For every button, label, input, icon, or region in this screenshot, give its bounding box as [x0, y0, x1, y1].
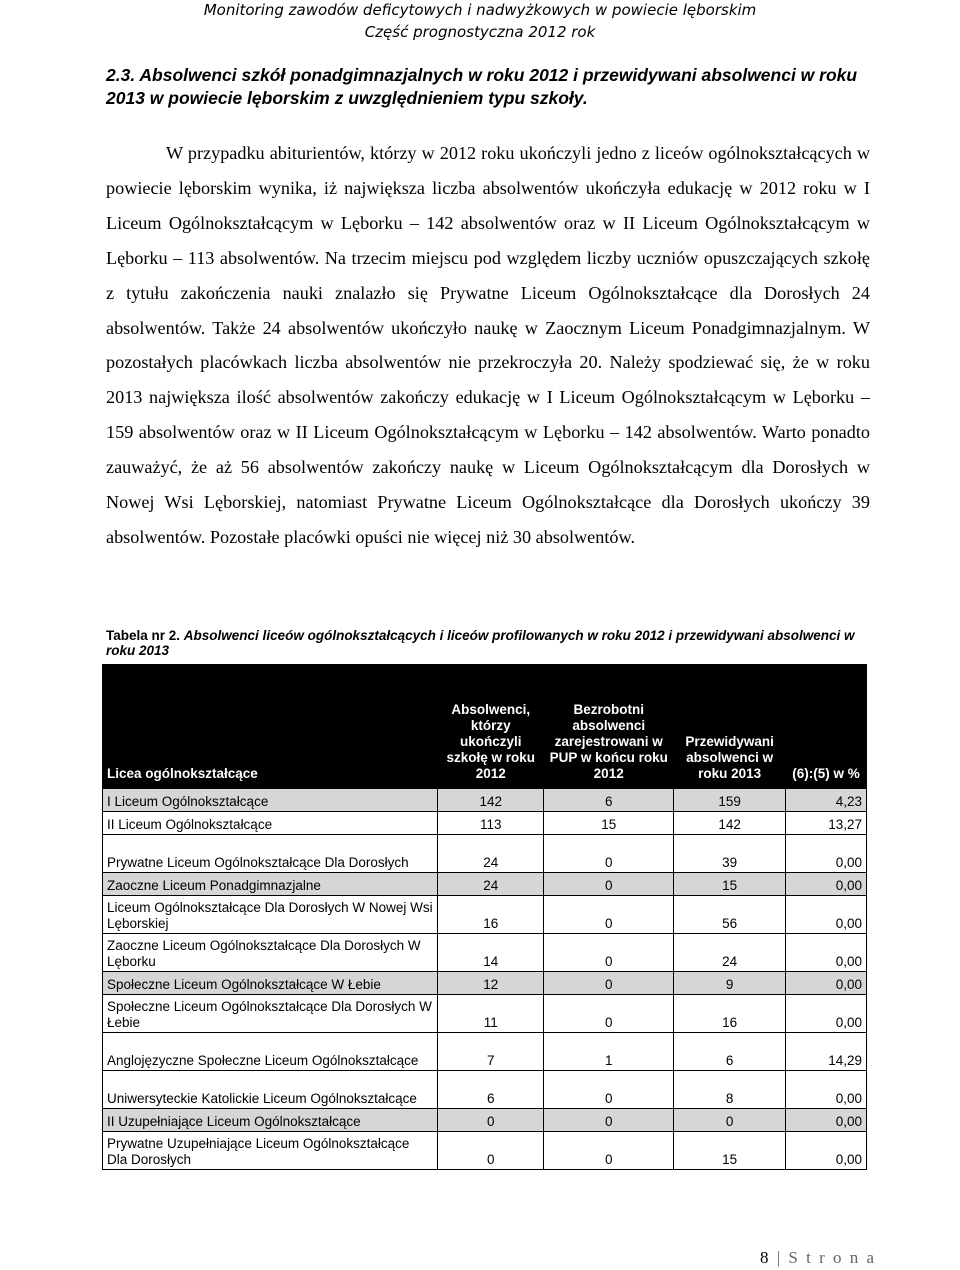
school-name-cell: II Liceum Ogólnokształcące [103, 812, 438, 835]
graduates-2012-cell: 11 [438, 995, 544, 1033]
ratio-cell: 0,00 [786, 896, 867, 934]
body-text [106, 136, 870, 555]
table-caption-label: Tabela nr 2. [106, 628, 181, 643]
table-row [103, 835, 867, 873]
expected-2013-cell: 142 [674, 812, 786, 835]
school-name-cell: Społeczne Liceum Ogólnokształcące W Łebie [103, 972, 438, 995]
graduates-2012-cell: 12 [438, 972, 544, 995]
page-number: 8 [760, 1248, 771, 1267]
school-name-cell: II Uzupełniające Liceum Ogólnokształcące [103, 1109, 438, 1132]
school-name-cell: Anglojęzyczne Społeczne Liceum Ogólnokształcące [103, 1033, 438, 1071]
unemployed-cell: 0 [544, 972, 674, 995]
graduates-table [102, 664, 867, 1170]
expected-2013-cell: 16 [674, 995, 786, 1033]
expected-2013-cell: 24 [674, 934, 786, 972]
ratio-cell: 0,00 [786, 1109, 867, 1132]
column-header-ratio: (6):(5) w % [786, 665, 867, 789]
table-row [103, 1109, 867, 1132]
ratio-cell: 0,00 [786, 972, 867, 995]
table-row [103, 995, 867, 1033]
graduates-2012-cell: 16 [438, 896, 544, 934]
table-row [103, 789, 867, 812]
table-row [103, 934, 867, 972]
section-title: 2.3. Absolwenci szkół ponadgimnazjalnych w roku 2012 i przewidywani absolwenci w roku 2013 w powiecie lęborskim z uwzględnieniem typu szkoły. [106, 65, 858, 108]
expected-2013-cell: 56 [674, 896, 786, 934]
school-name-cell: Zaoczne Liceum Ponadgimnazjalne [103, 873, 438, 896]
unemployed-cell: 0 [544, 934, 674, 972]
graduates-2012-cell: 24 [438, 873, 544, 896]
school-name-cell: Prywatne Uzupełniające Liceum Ogólnokształcące Dla Dorosłych [103, 1132, 438, 1170]
ratio-cell: 13,27 [786, 812, 867, 835]
school-name-cell: Prywatne Liceum Ogólnokształcące Dla Dorosłych [103, 835, 438, 873]
expected-2013-cell: 0 [674, 1109, 786, 1132]
unemployed-cell: 0 [544, 995, 674, 1033]
table-caption-text: Absolwenci liceów ogólnokształcących i liceów profilowanych w roku 2012 i przewidywani absolwenci w roku 2013 [106, 628, 855, 658]
paragraph: W przypadku abiturientów, którzy w 2012 roku ukończyli jedno z liceów ogólnokształcących w powiecie lęborskim wynika, iż największa liczba absolwentów ukończyła edukację w 2012 roku w I Liceum Ogólnokształcącym w Lęborku – 142 absolwentów oraz w II Liceum Ogólnokształcącym w Lęborku – 113 absolwentów. Na trzecim miejscu pod względem liczby uczniów opuszczających szkołę z tytułu zakończenia nauki znalazło się Prywatne Liceum Ogólnokształcące dla Dorosłych 24 absolwentów. Także 24 absolwentów ukończyło naukę w Zaocznym Liceum Ponadgimnazjalnym. W pozostałych placówkach liczba absolwentów nie przekroczyła 20. Należy spodziewać się, że w roku 2013 największa ilość absolwentów zakończy edukację w I Liceum Ogólnokształcącym w Lęborku – 159 absolwentów oraz w II Liceum Ogólnokształcącym w Lęborku – 142 absolwentów. Warto ponadto zauważyć, że aż 56 absolwentów zakończy naukę w Liceum Ogólnokształcącym dla Dorosłych w Nowej Wsi Lęborskiej, natomiast Prywatne Liceum Ogólnokształcące dla Dorosłych ukończy 39 absolwentów. Pozostałe placówki opuści nie więcej niż 30 absolwentów. [106, 143, 870, 547]
expected-2013-cell: 15 [674, 1132, 786, 1170]
table-row [103, 1033, 867, 1071]
table-caption [106, 628, 876, 658]
ratio-cell: 4,23 [786, 789, 867, 812]
column-header-unemployed: Bezrobotni absolwenci zarejestrowani w PUP w końcu roku 2012 [544, 665, 674, 789]
table-header-row [103, 665, 867, 789]
graduates-2012-cell: 24 [438, 835, 544, 873]
unemployed-cell: 0 [544, 873, 674, 896]
page-footer [760, 1248, 876, 1268]
table-row [103, 972, 867, 995]
graduates-2012-cell: 142 [438, 789, 544, 812]
graduates-2012-cell: 7 [438, 1033, 544, 1071]
ratio-cell: 0,00 [786, 1071, 867, 1109]
expected-2013-cell: 15 [674, 873, 786, 896]
school-name-cell: Społeczne Liceum Ogólnokształcące Dla Dorosłych W Łebie [103, 995, 438, 1033]
school-name-cell: Uniwersyteckie Katolickie Liceum Ogólnokształcące [103, 1071, 438, 1109]
column-header-expected-2013: Przewidywani absolwenci w roku 2013 [674, 665, 786, 789]
graduates-2012-cell: 14 [438, 934, 544, 972]
table-row [103, 896, 867, 934]
expected-2013-cell: 159 [674, 789, 786, 812]
unemployed-cell: 1 [544, 1033, 674, 1071]
school-name-cell: Zaoczne Liceum Ogólnokształcące Dla Dorosłych W Lęborku [103, 934, 438, 972]
expected-2013-cell: 8 [674, 1071, 786, 1109]
table-row [103, 1071, 867, 1109]
unemployed-cell: 0 [544, 1132, 674, 1170]
header-title: Monitoring zawodów deficytowych i nadwyżkowych w powiecie lęborskim [203, 1, 757, 19]
column-header-graduates-2012: Absolwenci, którzy ukończyli szkołę w roku 2012 [438, 665, 544, 789]
table-row [103, 812, 867, 835]
graduates-2012-cell: 0 [438, 1132, 544, 1170]
ratio-cell: 0,00 [786, 1132, 867, 1170]
unemployed-cell: 0 [544, 1071, 674, 1109]
school-name-cell: I Liceum Ogólnokształcące [103, 789, 438, 812]
unemployed-cell: 6 [544, 789, 674, 812]
graduates-2012-cell: 113 [438, 812, 544, 835]
column-header-school: Licea ogólnokształcące [103, 665, 438, 789]
ratio-cell: 0,00 [786, 934, 867, 972]
graduates-2012-cell: 6 [438, 1071, 544, 1109]
school-name-cell: Liceum Ogólnokształcące Dla Dorosłych W Nowej Wsi Lęborskiej [103, 896, 438, 934]
expected-2013-cell: 6 [674, 1033, 786, 1071]
expected-2013-cell: 9 [674, 972, 786, 995]
page-label: | S t r o n a [776, 1248, 877, 1267]
unemployed-cell: 0 [544, 835, 674, 873]
table-row [103, 873, 867, 896]
unemployed-cell: 0 [544, 1109, 674, 1132]
graduates-2012-cell: 0 [438, 1109, 544, 1132]
ratio-cell: 14,29 [786, 1033, 867, 1071]
unemployed-cell: 0 [544, 896, 674, 934]
ratio-cell: 0,00 [786, 995, 867, 1033]
header-subtitle: Część prognostyczna 2012 rok [364, 23, 596, 41]
unemployed-cell: 15 [544, 812, 674, 835]
expected-2013-cell: 39 [674, 835, 786, 873]
table-row [103, 1132, 867, 1170]
ratio-cell: 0,00 [786, 873, 867, 896]
ratio-cell: 0,00 [786, 835, 867, 873]
